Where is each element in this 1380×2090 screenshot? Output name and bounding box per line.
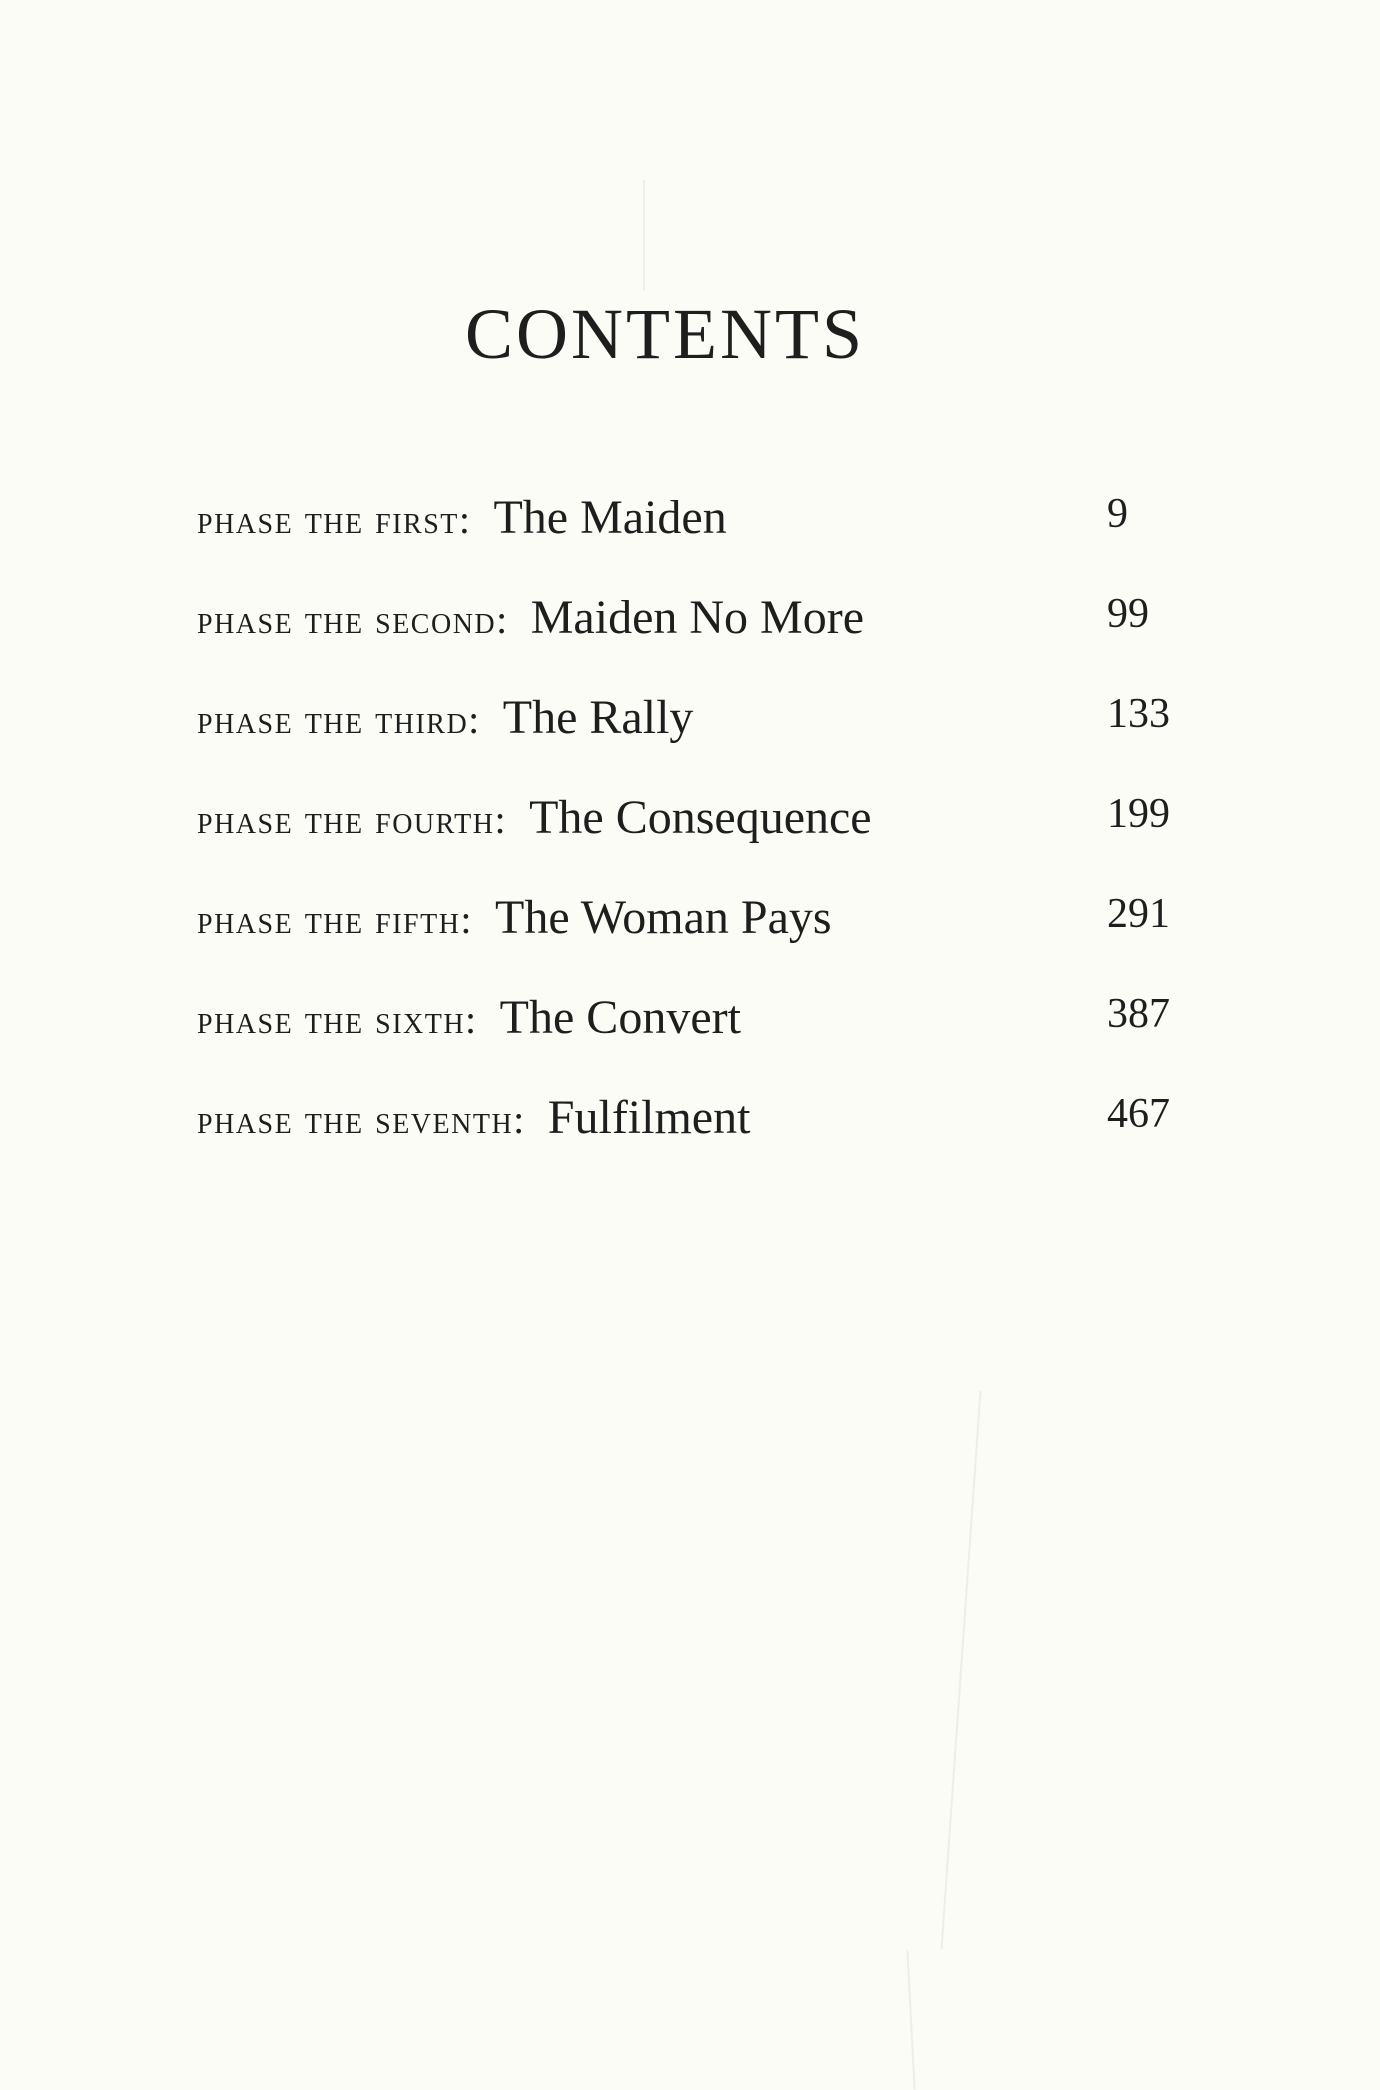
page-number: 9: [1107, 491, 1128, 537]
chapter-title: Fulfilment: [547, 1091, 751, 1144]
paper-crease: [906, 1950, 915, 2090]
page-number: 99: [1107, 591, 1149, 637]
toc-entry: [197, 790, 1197, 890]
chapter-title: The Convert: [499, 991, 741, 1044]
chapter-title: The Woman Pays: [495, 891, 832, 944]
phase-label: phase the first:: [197, 497, 472, 542]
toc-entry: [197, 890, 1197, 990]
chapter-title: The Maiden: [493, 491, 727, 544]
phase-label: phase the third:: [197, 697, 481, 742]
table-of-contents: [197, 490, 1197, 1190]
toc-entry: [197, 990, 1197, 1090]
page-number: 133: [1107, 691, 1170, 737]
page-number: 467: [1107, 1091, 1170, 1137]
page-number: 387: [1107, 991, 1170, 1037]
phase-label: phase the seventh:: [197, 1097, 526, 1142]
chapter-title: The Rally: [502, 691, 694, 744]
page-number: 291: [1107, 891, 1170, 937]
phase-label: phase the fifth:: [197, 897, 474, 942]
chapter-title: The Consequence: [529, 791, 872, 844]
toc-entry: [197, 490, 1197, 590]
phase-label: phase the sixth:: [197, 997, 478, 1042]
page-number: 199: [1107, 791, 1170, 837]
toc-entry: [197, 690, 1197, 790]
page-title: CONTENTS: [465, 294, 865, 374]
toc-entry: [197, 590, 1197, 690]
phase-label: phase the fourth:: [197, 797, 508, 842]
toc-entry: [197, 1090, 1197, 1190]
paper-crease: [643, 180, 645, 290]
paper-crease: [940, 1391, 981, 1950]
phase-label: phase the second:: [197, 597, 509, 642]
chapter-title: Maiden No More: [530, 591, 865, 644]
